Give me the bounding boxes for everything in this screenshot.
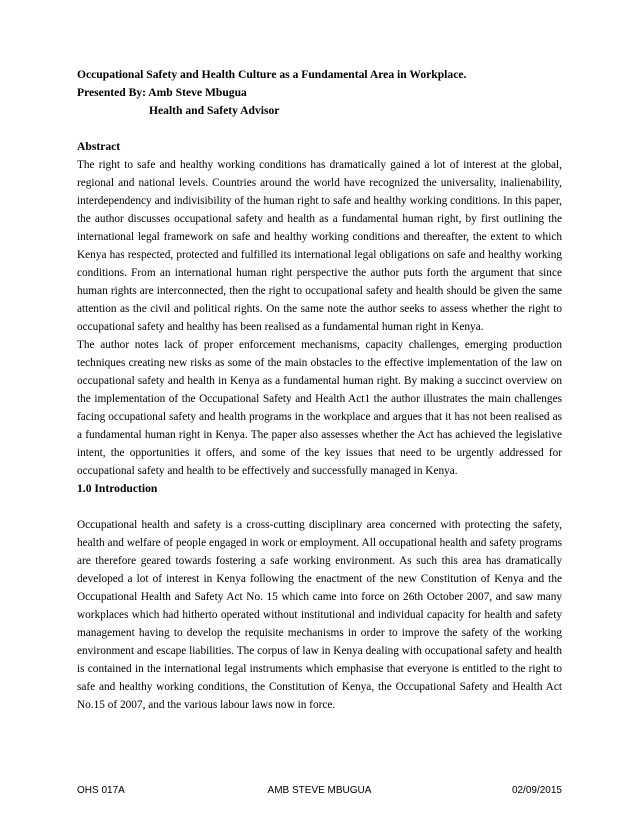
footer-document-code: OHS 017A <box>77 785 125 796</box>
document-page <box>77 66 562 714</box>
spacer <box>77 120 562 138</box>
footer-author: AMB STEVE MBUGUA <box>267 785 372 796</box>
abstract-paragraph-2: The author notes lack of proper enforcement mechanisms, capacity challenges, emerging production techniques creating new risks as some of the main obstacles to the effective implementation of the law on occupational safety and health in Kenya as a fundamental human right. By making a succinct overview on the implementation of the Occupational Safety and Health Act1 the author illustrates the main challenges facing occupational safety and health programs in the workplace and argues that it has not been realised as a fundamental human right in Kenya. The paper also assesses whether the Act has achieved the legislative intent, the opportunities it offers, and some of the key issues that need to be urgently addressed for occupational safety and health to be effectively and successfully managed in Kenya. <box>77 339 562 477</box>
abstract-paragraph-1: The right to safe and healthy working conditions has dramatically gained a lot of interest at the global, regional and national levels. Countries around the world have recognized the universality, inalienability, interdependency and indivisibility of the human right to safe and healthy working conditions. In this paper, the author discusses occupational safety and health as a fundamental human right, by first outlining the international legal framework on safe and healthy working conditions and thereafter, the extent to which Kenya has respected, protected and fulfilled its international legal obligations on safe and healthy working conditions. From an international human right perspective the author puts forth the argument that since human rights are interconnected, then the right to occupational safety and health should be given the same attention as the civil and political rights. On the same note the author seeks to assess whether the right to occupational safety and healthy has been realised as a fundamental human right in Kenya. <box>77 159 562 333</box>
presenter-role: Health and Safety Advisor <box>149 104 280 117</box>
abstract-heading: Abstract <box>77 140 121 153</box>
footer-date: 02/09/2015 <box>511 785 562 796</box>
introduction-heading: 1.0 Introduction <box>77 482 158 495</box>
presenter-line: Presented By: Amb Steve Mbugua <box>77 86 247 99</box>
document-title: Occupational Safety and Health Culture as a Fundamental Area in Workplace. <box>77 68 467 81</box>
title-block <box>77 66 562 120</box>
spacer <box>77 498 562 516</box>
introduction-paragraph: Occupational health and safety is a cross-cutting disciplinary area concerned with protecting the safety, health and welfare of people engaged in work or employment. All occupational health and safety programs are therefore geared towards fostering a safe working environment. As such this area has dramatically developed a lot of interest in Kenya following the enactment of the new Constitution of Kenya and the Occupational Health and Safety Act No. 15 which came into force on 26th October 2007, and saw many workplaces which had hitherto operated without institutional and individual capacity for health and safety management having to develop the requisite mechanisms in order to improve the safety of the working environment and escape liabilities. The corpus of law in Kenya dealing with occupational safety and health is contained in the international legal instruments which emphasise that everyone is entitled to the right to safe and healthy working conditions, the Constitution of Kenya, the Occupational Safety and Health Act No.15 of 2007, and the various labour laws now in force. <box>77 519 562 711</box>
